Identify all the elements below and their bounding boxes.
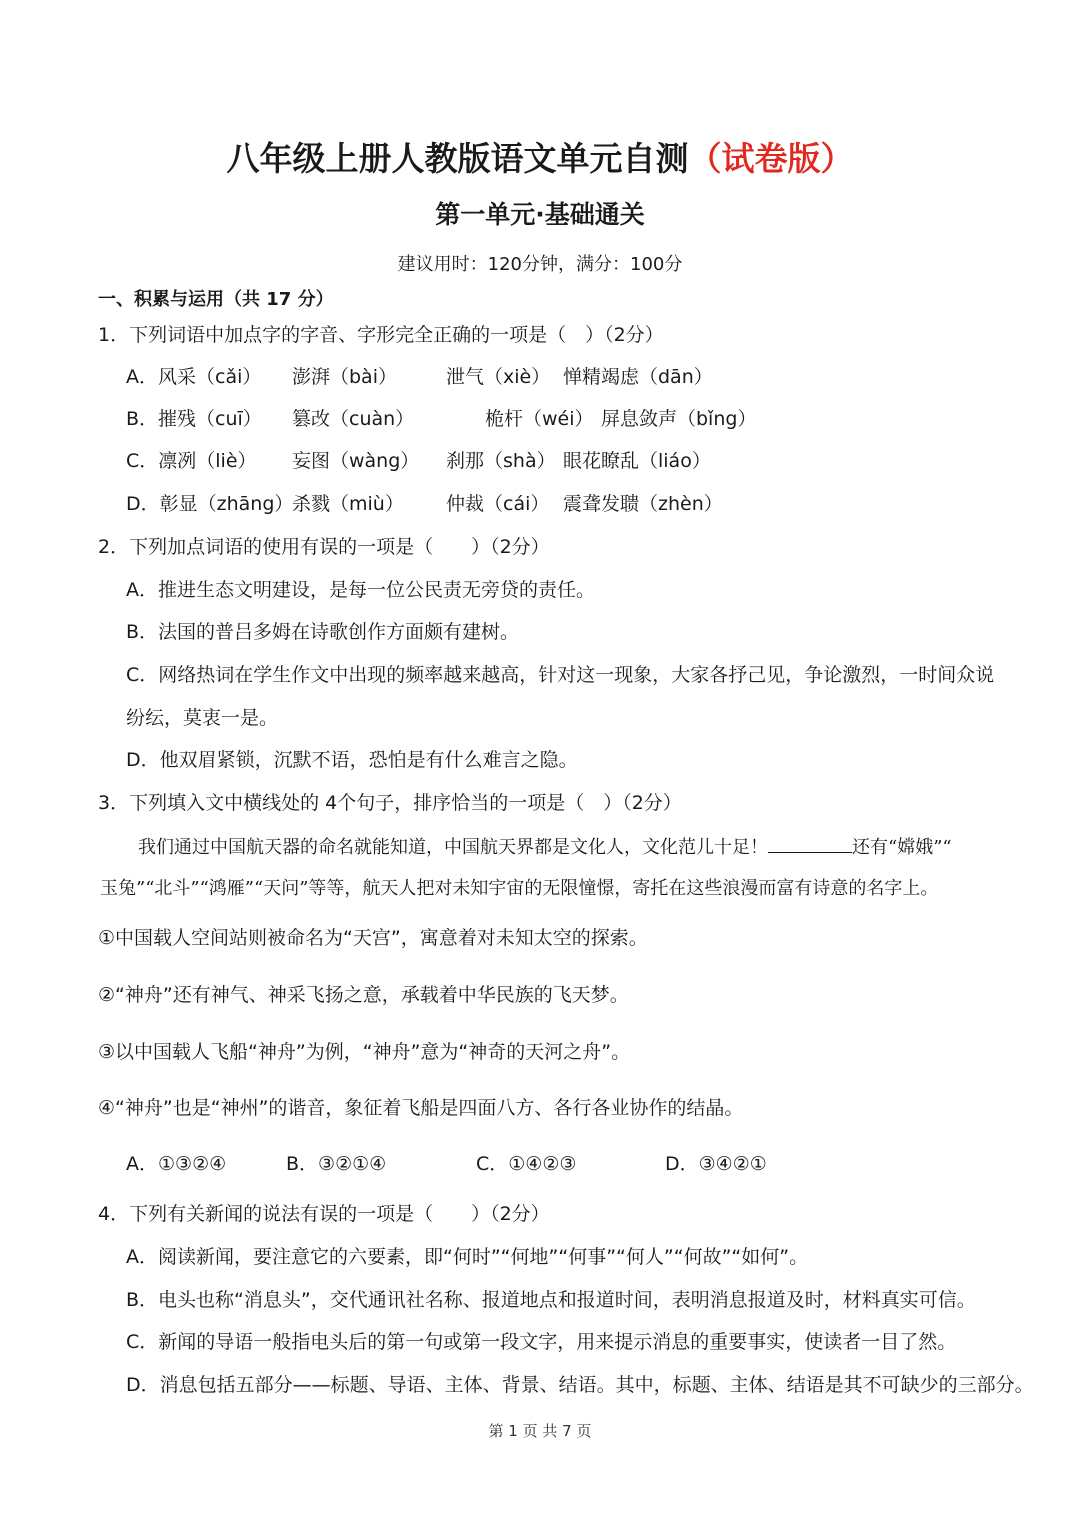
q4-option-b: B．电头也称“消息头”，交代通讯社名称、报道地点和报道时间，表明消息报道及时，材料真实可信。 xyxy=(126,1289,976,1311)
q3-passage-line1 xyxy=(138,832,952,862)
q2-option-a: A．推进生态文明建设，是每一位公民责无旁贷的责任。 xyxy=(126,579,595,601)
q2-option-c-line1: C．网络热词在学生作文中出现的频率越来越高，针对这一现象，大家各抒己见，争论激烈，一时间众说 xyxy=(126,664,995,686)
q1-row-b-4: 屏息敛声（bǐng） xyxy=(601,408,757,430)
q4-option-a: A．阅读新闻，要注意它的六要素，即“何时”“何地”“何事”“何人”“何故”“如何”。 xyxy=(126,1246,809,1268)
q1-row-c-3: 刹那（shà） xyxy=(446,450,556,472)
title-main: 八年级上册人教版语文单元自测 xyxy=(226,139,689,178)
q3-sentence-1: ①中国载人空间站则被命名为“天宫”，寓意着对未知太空的探索。 xyxy=(98,927,648,949)
q3-option-b: B．③②①④ xyxy=(286,1153,387,1175)
title-highlight: （试卷版） xyxy=(688,139,854,178)
q1-row-b-1: B．摧残（cuī） xyxy=(126,408,262,430)
q3-blank xyxy=(768,832,852,853)
question-3-stem: 3．下列填入文中横线处的 4个句子，排序恰当的一项是（ ）（2分） xyxy=(98,792,682,814)
q1-row-c-2: 妄图（wàng） xyxy=(292,450,420,472)
q1-row-d-2: 杀戮（miù） xyxy=(292,493,404,515)
q1-row-b-3: 桅杆（wéi） xyxy=(485,408,594,430)
q1-row-a-2: 澎湃（bài） xyxy=(292,366,397,388)
q3-passage-part2: 还有“嫦娥”“ xyxy=(852,837,952,858)
q3-option-d: D．③④②① xyxy=(665,1153,767,1175)
q1-row-d-3: 仲裁（cái） xyxy=(446,493,550,515)
document-title xyxy=(0,136,1080,182)
q4-option-c: C．新闻的导语一般指电头后的第一句或第一段文字，用来提示消息的重要事实，使读者一目了然。 xyxy=(126,1331,957,1353)
q3-sentence-3: ③以中国载人飞船“神舟”为例，“神舟”意为“神奇的天河之舟”。 xyxy=(98,1041,631,1063)
q1-row-a-3: 泄气（xiè） xyxy=(446,366,551,388)
question-1-stem: 1．下列词语中加点字的字音、字形完全正确的一项是（ ）（2分） xyxy=(98,324,664,346)
q1-row-a-1: A．风采（cǎi） xyxy=(126,366,262,388)
page-number: 第 1 页 共 7 页 xyxy=(488,1422,592,1440)
q3-passage-line2: 玉兔”“北斗”“鸿雁”“天问”等等，航天人把对未知宇宙的无限憧憬，寄托在这些浪漫而富有诗意的名字上。 xyxy=(100,878,939,899)
q3-option-a: A．①③②④ xyxy=(126,1153,227,1175)
q1-row-c-1: C．凛冽（liè） xyxy=(126,450,257,472)
q2-option-d: D．他双眉紧锁，沉默不语，恐怕是有什么难言之隐。 xyxy=(126,749,578,771)
question-4-stem: 4．下列有关新闻的说法有误的一项是（ ）（2分） xyxy=(98,1203,550,1225)
document-subtitle: 第一单元·基础通关 xyxy=(435,200,645,229)
q1-row-c-4: 眼花瞭乱（liáo） xyxy=(563,450,711,472)
section-heading: 一、积累与运用（共 17 分） xyxy=(98,289,334,310)
q1-row-d-1: D．彰显（zhāng） xyxy=(126,493,294,515)
question-2-stem: 2．下列加点词语的使用有误的一项是（ ）（2分） xyxy=(98,536,550,558)
q3-sentence-2: ②“神舟”还有神气、神采飞扬之意，承载着中华民族的飞天梦。 xyxy=(98,984,629,1006)
q1-row-d-4: 震聋发聩（zhèn） xyxy=(563,493,723,515)
q1-row-a-4: 惮精竭虑（dān） xyxy=(563,366,713,388)
q2-option-c-line2: 纷纭，莫衷一是。 xyxy=(126,707,279,729)
q3-passage-part1: 我们通过中国航天器的命名就能知道，中国航天界都是文化人，文化范儿十足！ xyxy=(138,837,768,858)
q3-option-c: C．①④②③ xyxy=(476,1153,577,1175)
q3-sentence-4: ④“神舟”也是“神州”的谐音，象征着飞船是四面八方、各行各业协作的结晶。 xyxy=(98,1097,744,1119)
q2-option-b: B．法国的普吕多姆在诗歌创作方面颇有建树。 xyxy=(126,621,520,643)
q1-row-b-2: 篡改（cuàn） xyxy=(292,408,415,430)
q4-option-d: D．消息包括五部分——标题、导语、主体、背景、结语。其中，标题、主体、结语是其不可缺少的三部分。 xyxy=(126,1374,1034,1396)
time-info: 建议用时：120分钟，满分：100分 xyxy=(397,254,683,275)
